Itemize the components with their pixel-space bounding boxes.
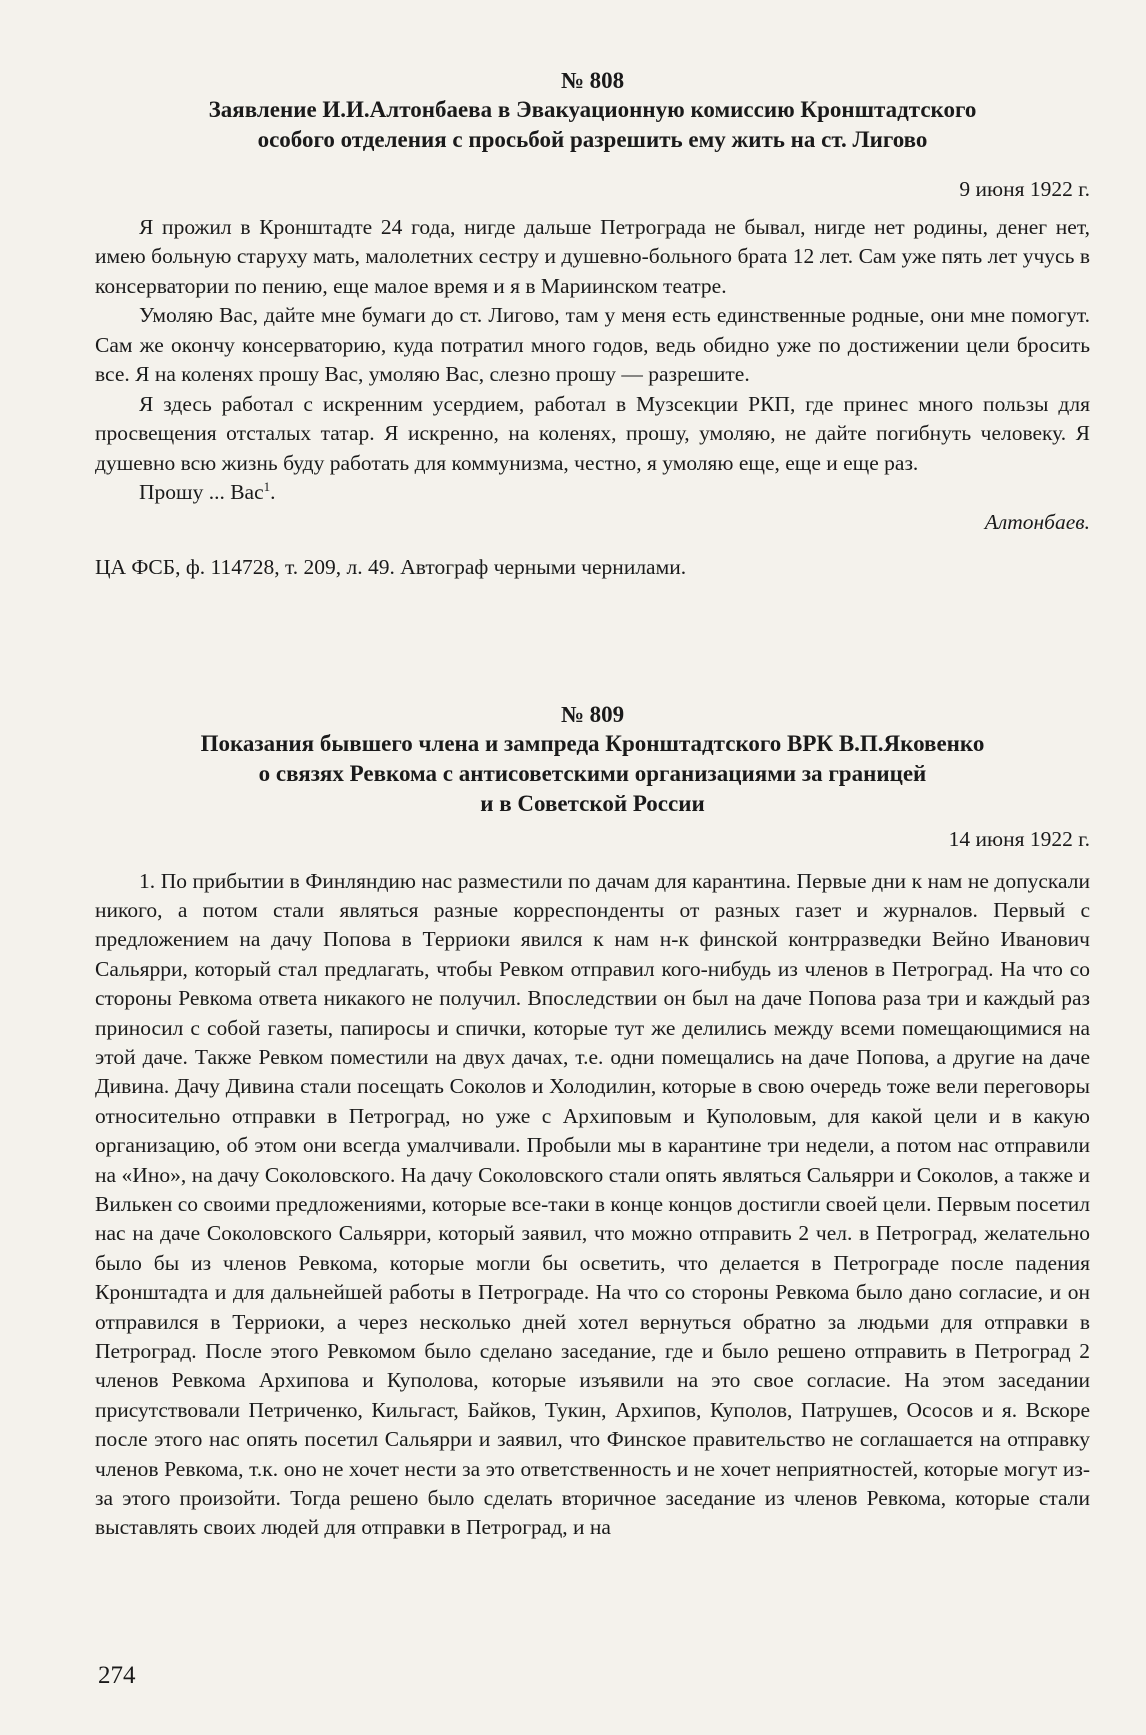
document-date: 14 июня 1922 г. — [948, 827, 1090, 851]
closing-paragraph: Прошу ... Вас$^1$. — [139, 478, 276, 504]
document-title-line: о связях Ревкома с антисоветскими организациями за границей — [258, 761, 927, 786]
document-date: 9 июня 1922 г. — [959, 177, 1090, 201]
paragraph: Я прожил в Кронштадте 24 года, нигде дальше Петрограда не бывал, нигде нет родины, денег нет, имею больную старуху мать, малолетних сестру и душевно-больного брата 12 лет. Сам уже пять лет учусь в консерватории по пению, еще малое время и я в Мариинском театре. — [95, 214, 1090, 298]
page-number: 274 — [98, 1662, 136, 1689]
document-title-line: и в Советской России — [480, 791, 705, 816]
paragraph: 1. По прибытии в Финляндию нас разместили по дачам для карантина. Первые дни к нам не допускали никого, а потом стали являться разные корреспонденты от разных газет и журналов. Первый с предложением на дачу Попова в Терриоки явился к нам н-к финской контрразведки Вейно Иванович Сальярри, который стал предлагать, чтобы Ревком отправил кого-нибудь из членов в Петроград. На что со стороны Ревкома ответа никакого не получил. Впоследствии он был на даче Попова раза три и каждый раз приносил с собой газеты, папиросы и спички, которые тут же делились между всеми помещающимися на этой даче. Также Ревком поместили на двух дачах, т.е. одни помещались на даче Попова, а другие на даче Дивина. Дачу Дивина стали посещать Соколов и Холодилин, которые в свою очередь тоже вели переговоры относительно отправки в Петроград, но уже с Архиповым и Куполовым, для какой цели и в какую организацию, об этом они всегда умалчивали. Пробыли мы в карантине три недели, а потом нас отправили на «Ино», на дачу Соколовского. На дачу Соколовского стали опять являться Сальярри и Соколов, а также и Вилькен со своими предложениями, которые все-таки в конце концов достигли своей цели. Первым посетил нас на даче Соколовского Сальярри, который заявил, что можно отправить 2 чел. в Петроград, желательно было бы из членов Ревкома, которые могли бы осветить, что делается в Петрограде после падения Кронштадта и для дальнейшей работы в Петрограде. На что со стороны Ревкома было дано согласие, и он отправился в Терриоки, а через несколько дней хотел вернуться обратно за людьми для отправки в Петроград. После этого Ревкомом было сделано заседание, где и было решено отправить в Петроград 2 членов Ревкома Архипова и Куполова, которые изъявили на это свое согласие. На этом заседании присутствовали Петриченко, Кильгаст, Байков, Тукин, Архипов, Куполов, Патрушев, Ососов и я. Вскоре после этого нас опять посетил Сальярри и заявил, что Финское правительство не соглашается на отправку членов Ревкома, т.к. оно не хочет нести за это ответственность и не хочет неприятностей, которые могут из-за этого произойти. Тогда решено было сделать вторичное заседание из членов Ревкома, которые стали выставлять своих людей для отправки в Петроград, и на — [95, 868, 1090, 1540]
document-number: № 809 — [560, 702, 625, 727]
document-808 — [95, 66, 1090, 583]
footnote-marker: 1 — [263, 478, 271, 494]
document-title-line: особого отделения с просьбой разрешить ему жить на ст. Лигово — [257, 127, 928, 152]
document-809 — [95, 700, 1090, 1543]
archival-source: ЦА ФСБ, ф. 114728, т. 209, л. 49. Автограф черными чернилами. — [95, 555, 687, 579]
document-title-line: Показания бывшего члена и зампреда Кронштадтского ВРК В.П.Яковенко — [200, 731, 985, 756]
document-number: № 808 — [560, 68, 625, 93]
signature: Алтонбаев. — [984, 509, 1090, 534]
closing-text: Прошу ... Вас — [139, 480, 264, 504]
paragraph: Я здесь работал с искренним усердием, работал в Музсекции РКП, где принес много пользы для просвещения отсталых татар. Я искренно, на коленях, прошу, умоляю, не дайте погибнуть человеку. Я душевно всю жизнь буду работать для коммунизма, честно, я умоляю еще, еще и еще раз. — [95, 391, 1090, 475]
document-title-line: Заявление И.И.Алтонбаева в Эвакуационную комиссию Кронштадтского — [208, 97, 977, 122]
paragraph: Умоляю Вас, дайте мне бумаги до ст. Лигово, там у меня есть единственные родные, они мне помогут. Сам же окончу консерваторию, куда потратил много годов, ведь обидно уже по достижении цели бросить все. Я на коленях прошу Вас, умоляю Вас, слезно прошу — разрешите. — [95, 303, 1090, 386]
